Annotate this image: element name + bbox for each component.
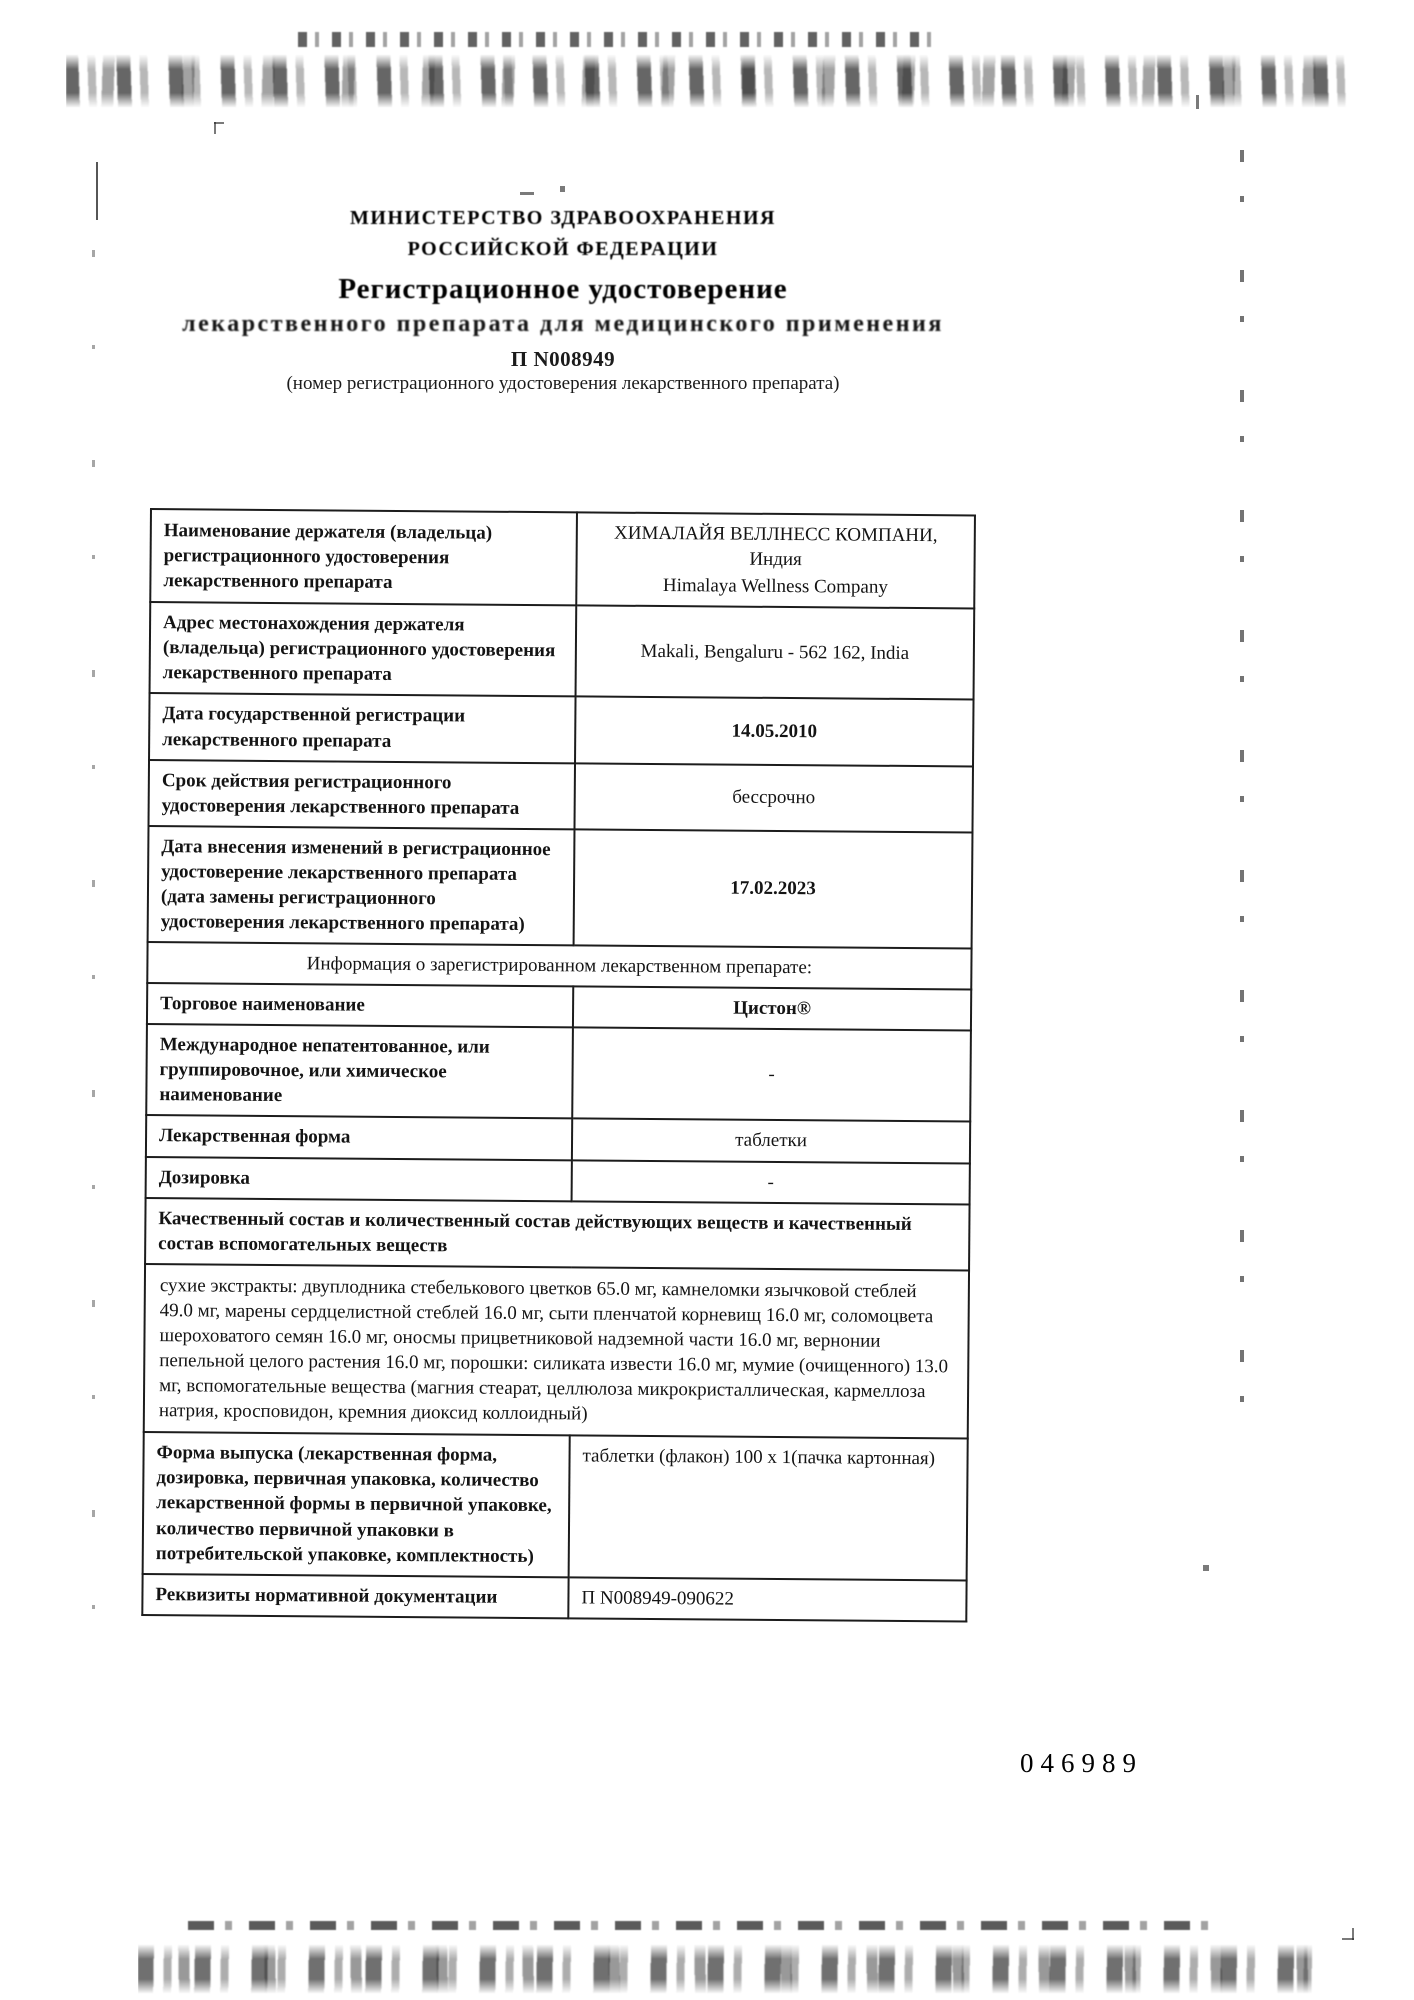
- row-registration-date: [149, 693, 973, 766]
- row-label-cell: Торговое наименование: [147, 983, 573, 1027]
- document-title: Регистрационное удостоверение: [338, 273, 788, 305]
- scan-artifact-left-line: [96, 162, 98, 220]
- scan-speck: [520, 192, 534, 195]
- row-validity: [149, 760, 973, 833]
- scan-speck: [1203, 1565, 1209, 1571]
- row-inn-name: [146, 1024, 971, 1122]
- scan-noise-line-bottom: [188, 1921, 1218, 1930]
- ministry-line2: РОССИЙСКОЙ ФЕДЕРАЦИИ: [407, 238, 719, 260]
- scan-speck: [1352, 1928, 1354, 1940]
- row-label-cell: Международное непатентованное, или группировочное, или химическое наименование: [146, 1024, 573, 1119]
- row-label-cell: Адрес местонахождения держателя (владельца) регистрационного удостоверения лекарственного препарата: [150, 602, 577, 697]
- row-label-cell: Дозировка: [146, 1157, 572, 1201]
- row-value-cell: Цистон®: [573, 987, 971, 1031]
- row-amendment-date: [148, 826, 973, 949]
- row-trade-name: [147, 983, 971, 1031]
- row-composition-header: [145, 1198, 969, 1271]
- row-composition-body: [144, 1264, 969, 1439]
- registration-number: П N008949: [510, 347, 616, 371]
- row-holder-address: [150, 602, 975, 700]
- scan-artifact-left-column: [92, 250, 95, 1670]
- scan-noise-band-top: [66, 54, 1356, 108]
- row-value-cell: 17.02.2023: [574, 829, 973, 948]
- row-label-cell: Форма выпуска (лекарственная форма, дозировка, первичная упаковка, количество лекарственной формы в первичной упаковке, количество первичной упаковки в потребительской упаковке, комплектность): [143, 1432, 570, 1577]
- ministry-line1: МИНИСТЕРСТВО ЗДРАВООХРАНЕНИЯ: [350, 207, 776, 229]
- composition-text: сухие экстракты: двуплодника стебелькового цветков 65.0 мг, камнеломки язычковой стеблей 49.0 мг, марены сердцелистной стеблей 16.0 мг, сыти пленчатой корневищ 16.0 мг, соломоцвета шероховатого семян 16.0 мг, оносмы прицветниковой надземной части 16.0 мг, вернонии пепельной целого растения 16.0 мг, порошки: силиката извести 16.0 мг, мумие (очищенного) 13.0 мг, вспомогательные вещества (магния стеарат, целлюлоза микрокристаллическая, кармеллоза натрия, кросповидон, кремния диоксид коллоидный): [144, 1264, 969, 1439]
- scan-speck: [1196, 95, 1199, 109]
- row-label-cell: Лекарственная форма: [146, 1115, 572, 1159]
- row-value-cell: бессрочно: [574, 763, 973, 832]
- row-value-cell: таблетки (флакон) 100 х 1(пачка картонная): [569, 1436, 968, 1581]
- row-label-cell: Реквизиты нормативной документации: [142, 1574, 568, 1618]
- row-holder-name: [150, 509, 975, 609]
- row-value-cell: Makali, Bengaluru - 562 162, India: [576, 606, 975, 700]
- document-subtitle: лекарственного препарата для медицинского применения: [182, 311, 944, 337]
- row-value-cell: [576, 512, 975, 608]
- scan-artifact-right-column: [1240, 150, 1244, 1410]
- row-label-cell: Дата внесения изменений в регистрационное удостоверение лекарственного препарата (дата замены регистрационного удостоверения лекарственного препарата): [148, 826, 575, 946]
- registration-number-note: (номер регистрационного удостоверения лекарственного препарата): [286, 373, 840, 394]
- row-value-cell: 14.05.2010: [575, 697, 974, 766]
- row-label-cell: Срок действия регистрационного удостоверения лекарственного препарата: [149, 760, 576, 829]
- row-value-cell: таблетки: [572, 1119, 970, 1163]
- row-info-section: [147, 942, 971, 990]
- row-dosage-form: [146, 1115, 970, 1163]
- row-release-form: [143, 1432, 968, 1580]
- scan-noise-band-top-thin: [298, 32, 943, 47]
- info-section-title: Информация о зарегистрированном лекарственном препарате:: [147, 942, 971, 990]
- form-serial-number: 046989: [1020, 1748, 1143, 1778]
- certificate-table: [141, 508, 976, 1622]
- row-label-cell: Наименование держателя (владельца) регистрационного удостоверения лекарственного препарата: [150, 509, 577, 606]
- ministry-header: [150, 203, 976, 265]
- scan-noise-band-bottom: [138, 1944, 1333, 1994]
- scan-speck: [560, 186, 565, 192]
- row-value-cell: П N008949-090622: [568, 1577, 966, 1621]
- scan-speck: [214, 122, 216, 134]
- row-value-cell: -: [572, 1160, 970, 1204]
- composition-header: Качественный состав и количественный состав действующих веществ и качественный состав вспомогательных веществ: [145, 1198, 969, 1271]
- row-value-cell: -: [572, 1028, 971, 1122]
- row-dosage: [146, 1157, 970, 1205]
- holder-name-ru: ХИМАЛАЙЯ ВЕЛЛНЕСС КОМПАНИ, Индия: [613, 522, 938, 571]
- row-label-cell: Дата государственной регистрации лекарственного препарата: [149, 693, 576, 762]
- row-normative-docs: [142, 1574, 966, 1622]
- holder-name-en: Himalaya Wellness Company: [662, 575, 888, 598]
